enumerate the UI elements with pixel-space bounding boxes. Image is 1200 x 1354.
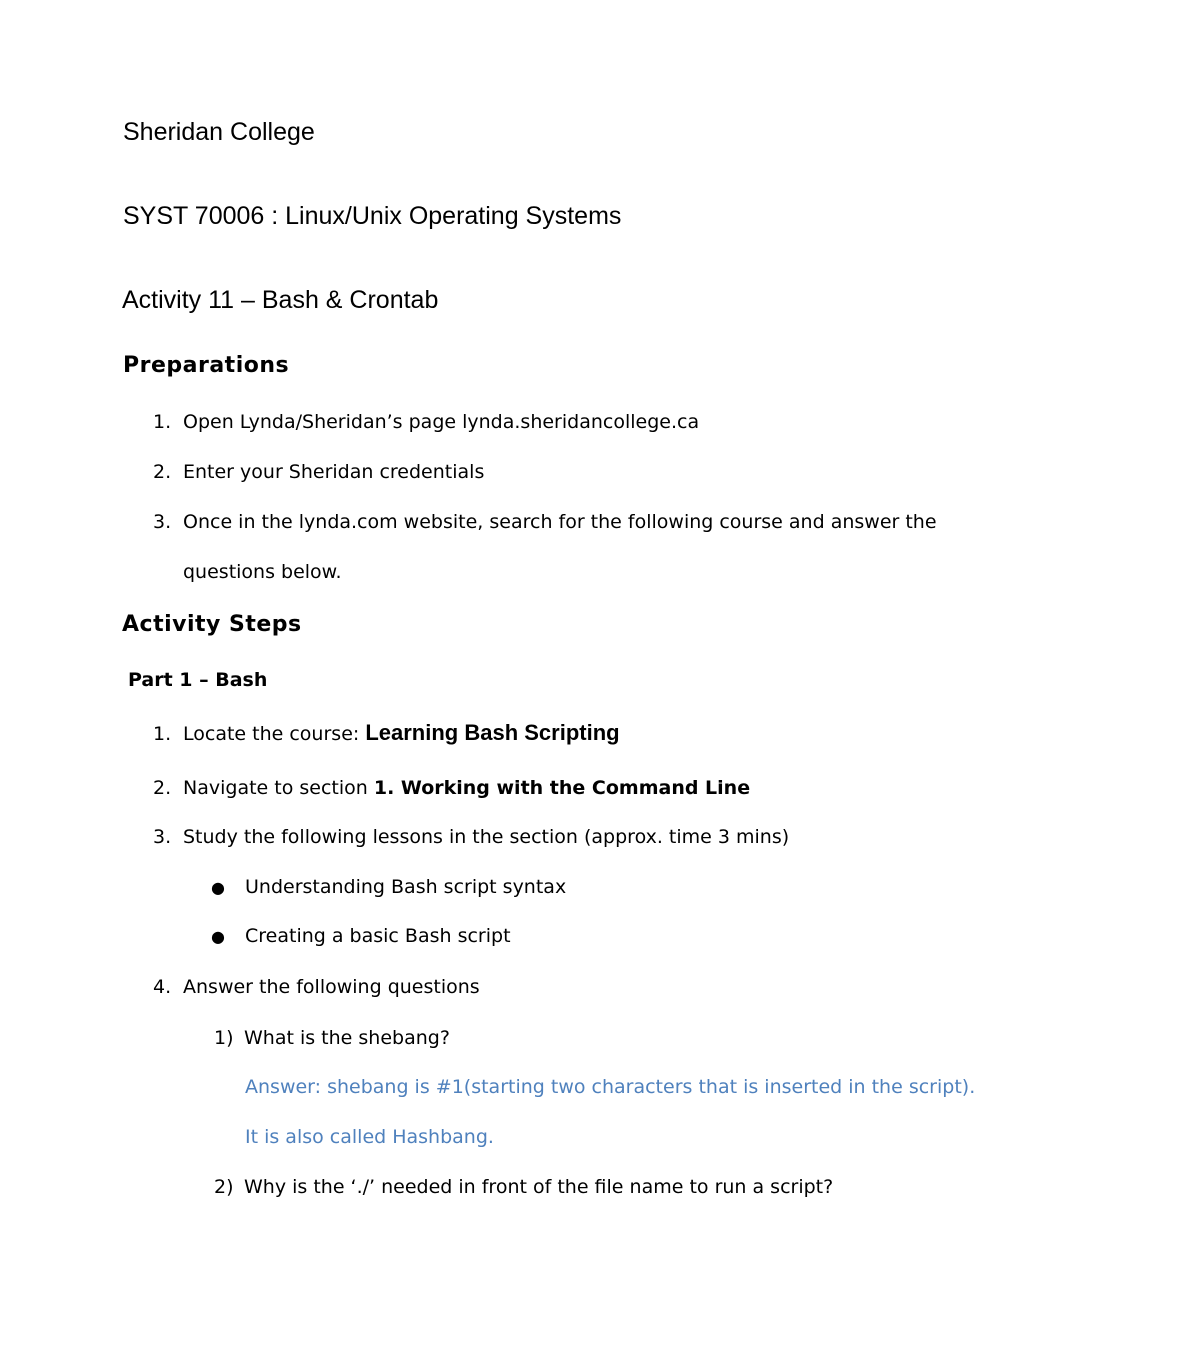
question-1-number: 1) — [214, 1027, 234, 1049]
question-2-text: Why is the ‘./’ needed in front of the file name to run a script? — [244, 1176, 834, 1198]
prep-item-3 — [153, 511, 937, 533]
step-3-number: 3. — [153, 826, 172, 848]
step-1 — [153, 720, 620, 746]
step-4 — [153, 976, 480, 998]
college-title: Sheridan College — [123, 118, 315, 146]
step-2-number: 2. — [153, 777, 172, 799]
prep-item-2-text: Enter your Sheridan credentials — [183, 461, 485, 483]
prep-item-2-number: 2. — [153, 461, 172, 483]
answer-1-line-2: It is also called Hashbang. — [245, 1126, 494, 1148]
question-2-number: 2) — [214, 1176, 234, 1198]
part1-title: Part 1 – Bash — [128, 669, 268, 691]
question-1-text: What is the shebang? — [244, 1027, 450, 1049]
prep-item-3-continuation: questions below. — [183, 561, 342, 583]
step-1-prefix: Locate the course: — [183, 723, 366, 745]
step-2-prefix: Navigate to section — [183, 777, 374, 799]
course-name: Learning Bash Scripting — [365, 720, 620, 745]
course-title: SYST 70006 : Linux/Unix Operating Systems — [123, 202, 622, 230]
prep-item-2 — [153, 461, 484, 483]
prep-item-1-text: Open Lynda/Sheridan’s page lynda.sheridancollege.ca — [183, 411, 700, 433]
prep-item-1-number: 1. — [153, 411, 172, 433]
lesson-text: Understanding Bash script syntax — [245, 876, 567, 898]
preparations-heading: Preparations — [123, 353, 290, 378]
bullet-icon: ● — [211, 878, 225, 897]
step-3-text: Study the following lessons in the section (approx. time 3 mins) — [183, 826, 790, 848]
activity-title: Activity 11 – Bash & Crontab — [122, 286, 439, 314]
activity-steps-heading: Activity Steps — [122, 612, 302, 637]
step-3 — [153, 826, 789, 848]
lesson-item — [211, 876, 566, 898]
bullet-icon: ● — [211, 927, 225, 946]
question-2 — [214, 1176, 833, 1198]
prep-item-1 — [153, 411, 699, 433]
answer-1-line-1: Answer: shebang is #1(starting two characters that is inserted in the script). — [245, 1076, 976, 1098]
section-name: 1. Working with the Command Line — [373, 777, 751, 799]
question-1 — [214, 1027, 450, 1049]
step-4-text: Answer the following questions — [183, 976, 480, 998]
step-1-number: 1. — [153, 723, 172, 745]
lesson-text: Creating a basic Bash script — [245, 925, 511, 947]
prep-item-3-number: 3. — [153, 511, 172, 533]
prep-item-3-text: Once in the lynda.com website, search for the following course and answer the — [183, 511, 937, 533]
lesson-item — [211, 925, 511, 947]
step-2 — [153, 777, 750, 799]
step-4-number: 4. — [153, 976, 172, 998]
